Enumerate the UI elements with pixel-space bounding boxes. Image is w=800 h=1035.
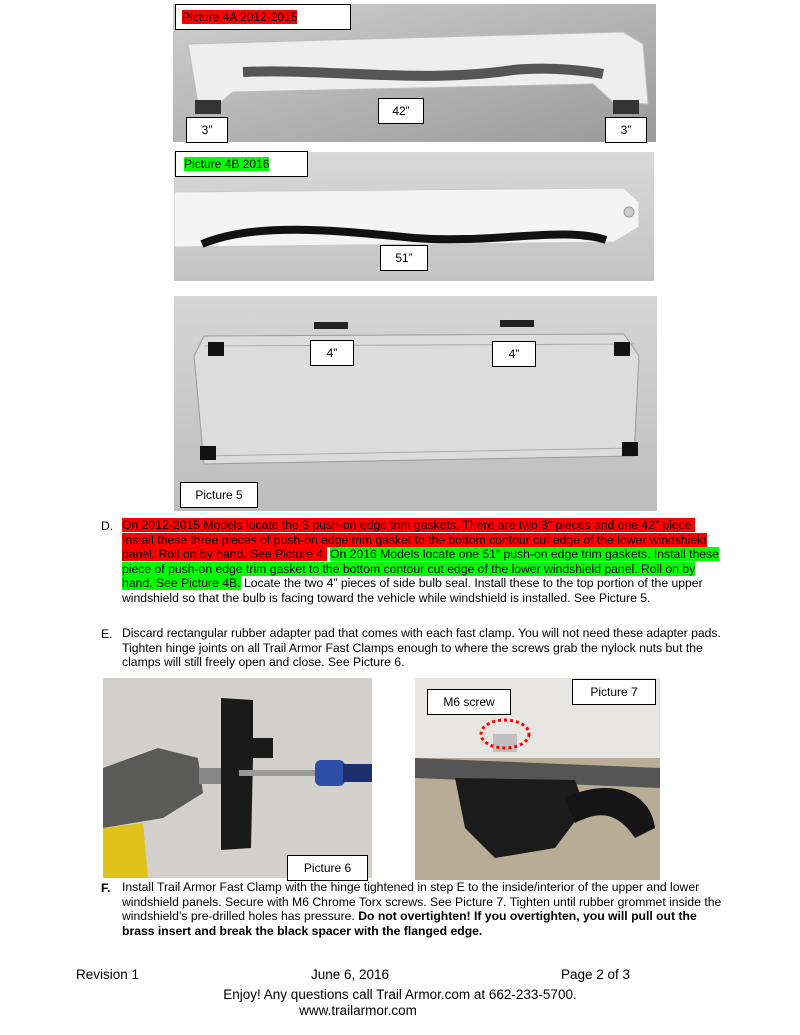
picture-4b-caption: Picture 4B 2016 bbox=[184, 157, 270, 171]
picture-4a-caption: Picture 4A 2012-2015 bbox=[182, 10, 298, 24]
footer-page: Page 2 of 3 bbox=[561, 967, 631, 982]
step-f-text bbox=[122, 880, 728, 938]
step-d-green-text: On 2016 Models locate one 51” push-on edge trim gaskets. Install these piece of push-on edge trim gasket to the bottom contour cut edge of the lower windshield panel. Roll on by hand. See Picture 4B. bbox=[122, 547, 719, 591]
step-d-red-text: On 2012-2015 Models locate the 3 push-on edge trim gaskets. There are two 3” pieces and one 42” piece. Install these three pieces of push-on edge trim gasket to the bottom contour cut edge of the lower windshield panel. Roll on by hand. See Picture 4. bbox=[122, 518, 707, 562]
picture-5-dim-right: 4” bbox=[492, 341, 536, 367]
step-f-letter: F. bbox=[101, 881, 111, 895]
picture-5-caption: Picture 5 bbox=[180, 482, 258, 508]
picture-4a-dim-right: 3” bbox=[605, 117, 647, 143]
footer-contact: Enjoy! Any questions call Trail Armor.com at 662-233-5700. bbox=[223, 987, 577, 1002]
step-f-warning: Do not overtighten! If you overtighten, you will pull out the brass insert and break the black spacer with the flanged edge. bbox=[122, 909, 697, 938]
step-d-text bbox=[122, 518, 728, 606]
picture-5-image bbox=[174, 296, 657, 511]
picture-7-caption: Picture 7 bbox=[572, 679, 656, 705]
step-e-letter: E. bbox=[101, 627, 113, 641]
step-e-text: Discard rectangular rubber adapter pad that comes with each fast clamp. You will not need these adapter pads. Tighten hinge joints on all Trail Armor Fast Clamps enough to where the screws grab the nylock nuts but the clamps will still freely open and close. See Picture 6. bbox=[122, 626, 721, 670]
step-f-plain-text: Install Trail Armor Fast Clamp with the hinge tightened in step E to the inside/interior of the upper and lower windshield panels. Secure with M6 Chrome Torx screws. See Picture 7. Tighten until rubber grommet inside the windshield’s pre-drilled holes has pressure. bbox=[122, 880, 722, 924]
footer-website: www.trailarmor.com bbox=[299, 1003, 417, 1018]
picture-4a-caption-box bbox=[175, 4, 351, 30]
picture-4b-dim-center: 51” bbox=[380, 245, 428, 271]
step-d-letter: D. bbox=[101, 519, 114, 533]
footer-date: June 6, 2016 bbox=[311, 967, 390, 982]
footer-revision: Revision 1 bbox=[76, 967, 140, 982]
step-d-plain-text: Locate the two 4” pieces of side bulb seal. Install these to the top portion of the upper windshield so that the bulb is facing toward the vehicle while windshield is installed. See Picture 5. bbox=[122, 576, 703, 605]
picture-6-image bbox=[103, 678, 372, 878]
picture-5-dim-left: 4” bbox=[310, 340, 354, 366]
picture-4b-caption-box bbox=[175, 151, 308, 177]
picture-5-photo bbox=[174, 296, 657, 511]
picture-6-caption: Picture 6 bbox=[287, 855, 368, 881]
picture-7-callout: M6 screw bbox=[427, 689, 511, 715]
picture-4a-dim-left: 3” bbox=[186, 117, 228, 143]
picture-6-photo bbox=[103, 678, 372, 878]
picture-4a-dim-center: 42” bbox=[378, 98, 424, 124]
